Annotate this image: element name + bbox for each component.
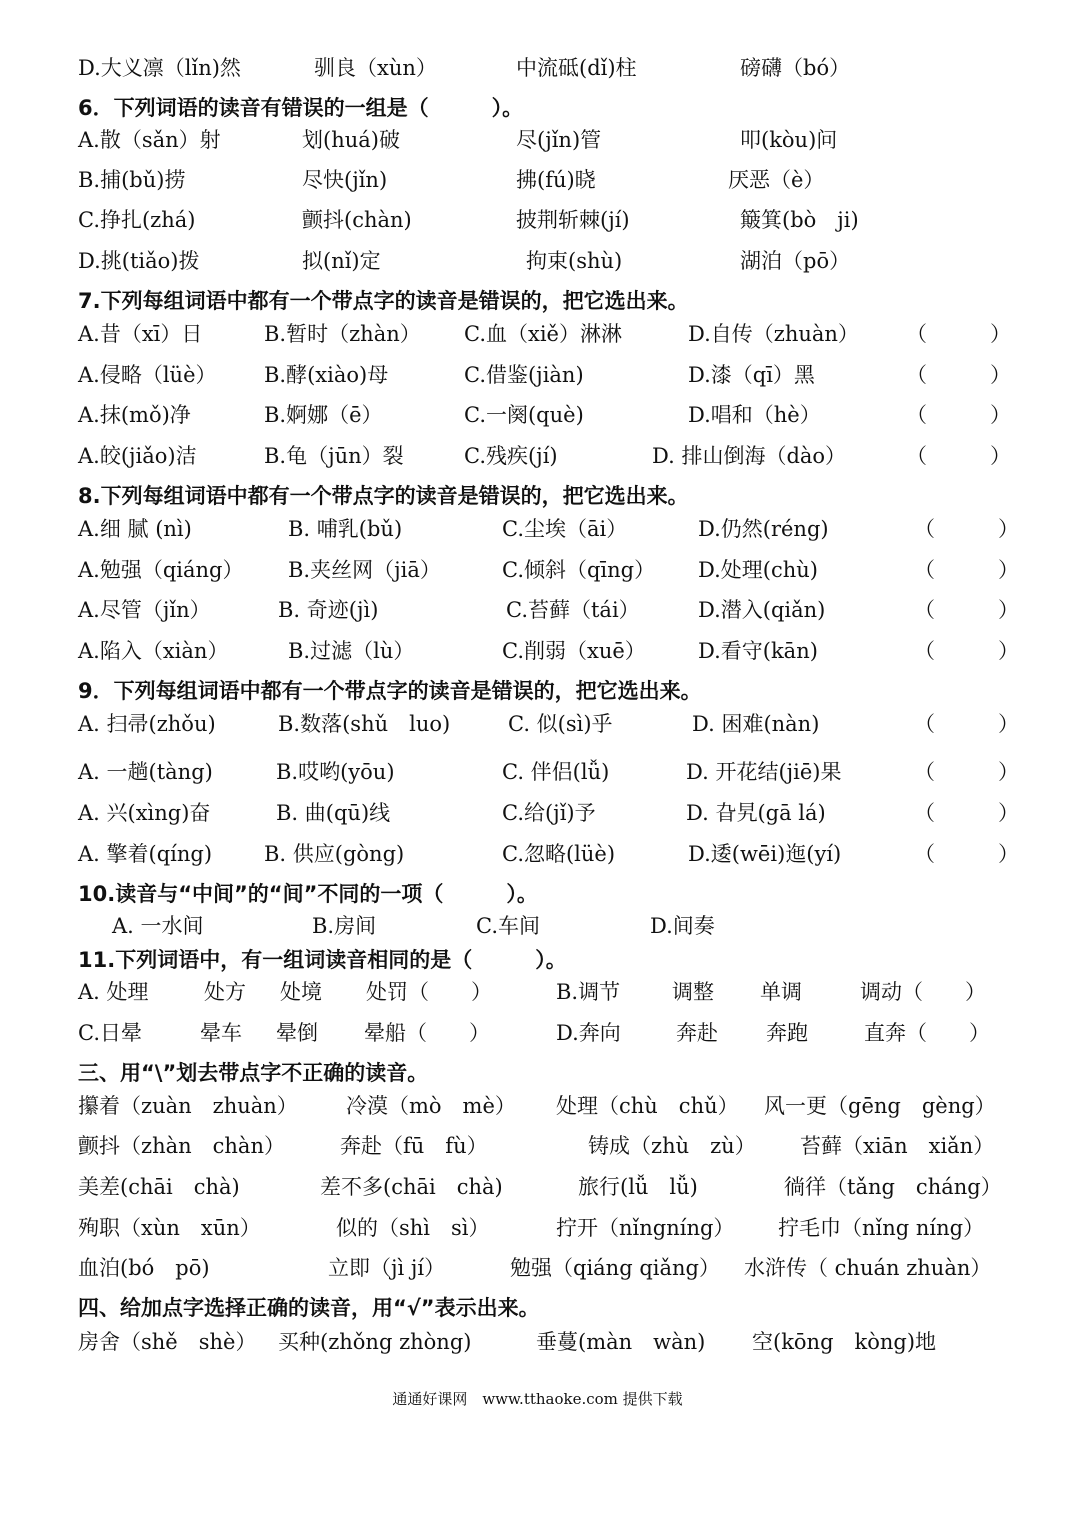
option-text: A.侵略（lüè） [78,363,217,387]
option-text: D. 排山倒海（dào） [652,444,847,468]
option-text: （ ） [914,598,1019,622]
option-text: 中流砥(dǐ)柱 [516,56,637,80]
option-text: （ ） [914,558,1019,582]
option-text: B.哎哟(yōu) [276,760,395,784]
option-text: 似的（shì sì） [336,1216,490,1240]
option-text: 叩(kòu)问 [740,128,838,152]
answer-row [78,355,1045,395]
option-text: A.细 腻 (nì) [78,517,192,541]
option-text: 差不多(chāi chà) [320,1175,503,1199]
option-text: 奔赴 [676,1021,718,1045]
option-text: 血泊(bó pō) [78,1256,210,1280]
option-text: D.唱和（hè） [688,403,821,427]
answer-row [78,314,1045,354]
answer-row [78,395,1045,435]
option-text: 颤抖（zhàn chàn） [78,1134,285,1158]
option-text: A.皎(jiǎo)洁 [78,444,197,468]
option-text: A. 处理 [78,980,149,1004]
answer-row [78,834,1045,874]
option-text: A. 一水间 [112,914,204,938]
option-text: 簸箕(bò ji) [740,208,859,232]
option-text: （ ） [914,842,1019,866]
option-text: B.房间 [312,914,377,938]
option-text: D.间奏 [650,914,715,938]
answer-row [78,1126,1045,1166]
option-text: D. 开花结(jiē)果 [686,760,842,784]
option-text: D.漆（qī）黑 [688,363,815,387]
option-text: D.看守(kān) [698,639,818,663]
option-text: 奔跑 [766,1021,808,1045]
option-text: A. 擎着(qíng) [78,842,213,866]
option-text: （ ） [906,444,1011,468]
answer-row [78,972,1045,1012]
option-text: D.处理(chù) [698,558,818,582]
option-text: A. 扫帚(zhǒu) [78,712,216,736]
option-text: D. 困难(nàn) [692,712,820,736]
option-text: 买种(zhǒng zhòng) [278,1330,472,1354]
option-text: C.削弱（xuē） [502,639,646,663]
option-text: 厌恶（è） [728,168,825,192]
option-text: C.血（xiě）淋淋 [464,322,622,346]
option-text: （ ） [914,712,1019,736]
option-text: 尽快(jǐn) [302,168,388,192]
option-text: 旅行(lǚ lǚ) [578,1175,698,1199]
option-text: 奔赴（fū fù） [340,1134,488,1158]
answer-row [78,550,1045,590]
option-text: 苔藓（xiān xiǎn） [800,1134,995,1158]
option-text: D. 旮旯(gā lá) [686,801,826,825]
option-text: 驯良（xùn） [314,56,437,80]
option-text: D.仍然(réng) [698,517,829,541]
option-text: A.抹(mǒ)净 [78,403,191,427]
footer-credit: 通通好课网 www.tthaoke.com 提供下载 [392,1390,683,1408]
option-text: C.挣扎(zhá) [78,208,196,232]
answer-row [78,704,1045,744]
answer-row [78,436,1045,476]
option-text: A.陷入（xiàn） [78,639,229,663]
option-text: B.夹丝网（jiā） [288,558,441,582]
option-text: 殉职（xùn xūn） [78,1216,261,1240]
option-text: 单调 [760,980,802,1004]
option-text: A.昔（xī）日 [78,322,203,346]
option-text: 处罚（ ） [366,980,492,1004]
option-text: B.暂时（zhàn） [264,322,421,346]
option-text: 拂(fú)晓 [516,168,596,192]
option-text: 勉强（qiáng qiǎng） [510,1256,720,1280]
option-text: B. 哺乳(bǔ) [288,517,403,541]
option-text: B. 曲(qū)线 [276,801,391,825]
option-text: 直奔（ ） [864,1021,990,1045]
option-text: 披荆斩棘(jí) [516,208,630,232]
option-text: C. 伴侣(lǚ) [502,760,610,784]
option-text: C.忽略(lüè) [502,842,616,866]
option-text: （ ） [914,801,1019,825]
answer-row [78,120,1045,160]
option-text: 风一更（gēng gèng） [764,1094,996,1118]
option-text: 晕车 [200,1021,242,1045]
question-heading: 6．下列词语的读音有错误的一组是（ ）。 [78,96,524,120]
option-text: D.奔向 [556,1021,621,1045]
option-text: B.数落(shǔ luo) [278,712,451,736]
answer-row [78,160,1045,200]
option-text: （ ） [914,760,1019,784]
answer-row [78,200,1045,240]
option-text: （ ） [914,639,1019,663]
answer-row [78,1013,1045,1053]
question-heading: 10.读音与“中间”的“间”不同的一项（ ）。 [78,882,538,906]
option-text: C. 似(sì)乎 [508,712,613,736]
option-text: B. 奇迹(jì) [278,598,379,622]
option-text: 划(huá)破 [302,128,400,152]
option-text: 磅礴（bó） [740,56,851,80]
option-text: （ ） [906,403,1011,427]
option-text: 晕船（ ） [364,1021,490,1045]
answer-row [78,48,1045,88]
answer-row [78,752,1045,792]
option-text: C.日晕 [78,1021,142,1045]
option-text: B.龟（jūn）裂 [264,444,404,468]
option-text: 调整 [672,980,714,1004]
option-text: D.潜入(qiǎn) [698,598,826,622]
option-text: C.给(jǐ)予 [502,801,596,825]
option-text: C.苔藓（tái） [506,598,640,622]
option-text: A. 兴(xìng)奋 [78,801,211,825]
answer-row [78,793,1045,833]
option-text: C.车间 [476,914,540,938]
option-text: 晕倒 [276,1021,318,1045]
option-text: 攥着（zuàn zhuàn） [78,1094,298,1118]
option-text: （ ） [914,517,1019,541]
answer-row [78,509,1045,549]
option-text: 冷漠（mò mè） [346,1094,516,1118]
answer-row [78,631,1045,671]
question-heading: 三、用“\”划去带点字不正确的读音。 [78,1061,429,1085]
option-text: C.尘埃（āi） [502,517,628,541]
option-text: B.调节 [556,980,621,1004]
option-text: C.一阕(què) [464,403,584,427]
option-text: 拧开（nǐngníng） [556,1216,735,1240]
option-text: 徜徉（tǎng cháng） [784,1175,1002,1199]
option-text: （ ） [906,363,1011,387]
option-text: D.大义凛（lǐn)然 [78,56,241,80]
option-text: 房舍（shě shè） [78,1330,257,1354]
option-text: C.倾斜（qīng） [502,558,656,582]
option-text: A.散（sǎn）射 [78,128,221,152]
option-text: 美差(chāi chà) [78,1175,240,1199]
option-text: 立即（jì jí） [328,1256,446,1280]
option-text: 湖泊（pō） [740,249,851,273]
option-text: B.捕(bǔ)捞 [78,168,186,192]
option-text: D.逶(wēi)迤(yí) [688,842,842,866]
question-heading: 11.下列词语中，有一组词读音相同的是（ ）。 [78,948,567,972]
answer-row [78,1322,1045,1362]
option-text: 水浒传（ chuán zhuàn） [744,1256,992,1280]
option-text: D.自传（zhuàn） [688,322,859,346]
option-text: A.尽管（jǐn） [78,598,211,622]
answer-row [78,1248,1045,1288]
option-text: 处方 [204,980,246,1004]
option-text: C.残疾(jí) [464,444,558,468]
option-text: 颤抖(chàn) [302,208,412,232]
option-text: C.借鉴(jiàn) [464,363,584,387]
option-text: B.婀娜（ē） [264,403,383,427]
answer-row [78,241,1045,281]
option-text: 调动（ ） [860,980,986,1004]
answer-row [78,590,1045,630]
option-text: B.酵(xiào)母 [264,363,389,387]
option-text: 处境 [280,980,322,1004]
question-heading: 9．下列每组词语中都有一个带点字的读音是错误的，把它选出来。 [78,679,702,703]
question-heading: 7.下列每组词语中都有一个带点字的读音是错误的，把它选出来。 [78,289,689,313]
option-text: （ ） [906,322,1011,346]
option-text: B.过滤（lù） [288,639,415,663]
option-text: 尽(jǐn)管 [516,128,602,152]
question-heading: 四、给加点字选择正确的读音，用“√”表示出来。 [78,1296,540,1320]
option-text: D.挑(tiǎo)拨 [78,249,200,273]
answer-row [78,1167,1045,1207]
option-text: 铸成（zhù zù） [588,1134,756,1158]
option-text: 拟(nǐ)定 [302,249,381,273]
option-text: 空(kōng kòng)地 [752,1330,937,1354]
option-text: 处理（chù chǔ） [556,1094,739,1118]
answer-row [78,1208,1045,1248]
option-text: 拘束(shù) [526,249,623,273]
option-text: A. 一趟(tàng) [78,760,213,784]
answer-row [78,1086,1045,1126]
question-heading: 8.下列每组词语中都有一个带点字的读音是错误的，把它选出来。 [78,484,689,508]
option-text: 拧毛巾（nǐng níng） [778,1216,985,1240]
option-text: B. 供应(gòng) [264,842,405,866]
option-text: 垂蔓(màn wàn) [536,1330,706,1354]
option-text: A.勉强（qiáng） [78,558,244,582]
